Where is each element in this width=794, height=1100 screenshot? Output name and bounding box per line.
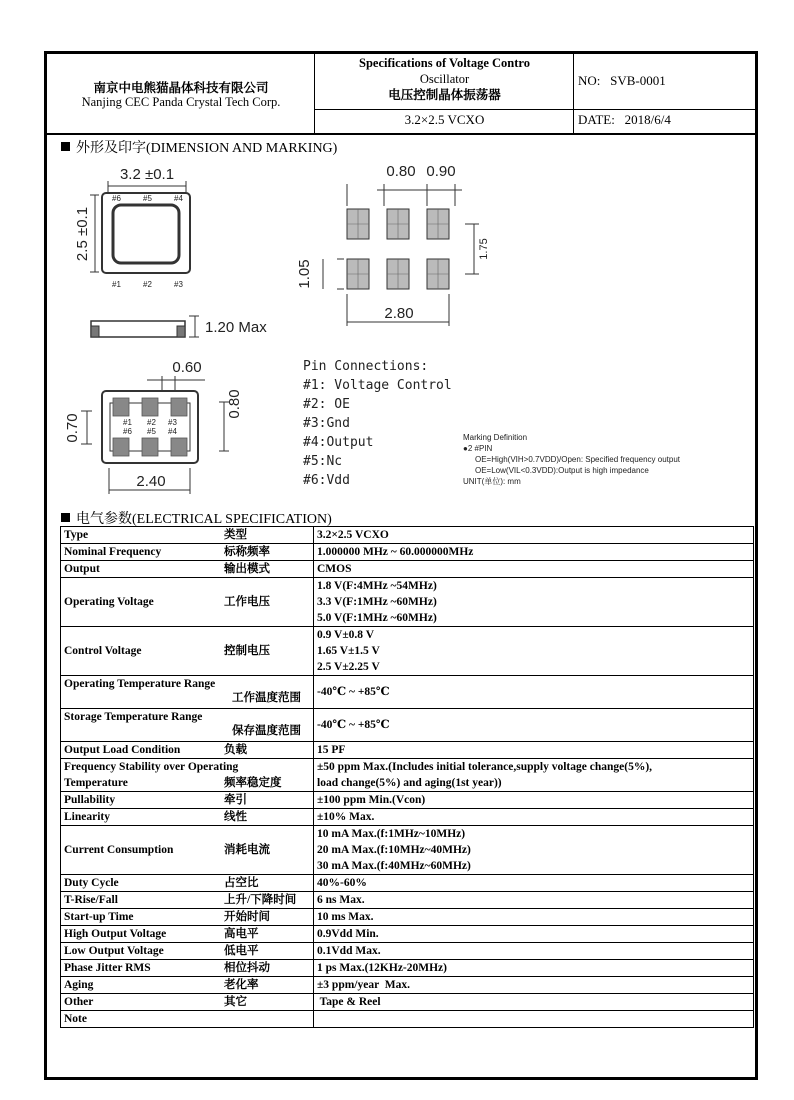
table-row bbox=[61, 875, 754, 892]
param-name-cell bbox=[61, 994, 314, 1011]
pin-line-2: #2: OE bbox=[303, 397, 350, 412]
param-name-cell bbox=[61, 943, 314, 960]
pin-line-6: #6:Vdd bbox=[303, 473, 350, 488]
table-row bbox=[61, 809, 754, 826]
pad1-label: #1 bbox=[123, 418, 132, 427]
model-name: 3.2×2.5 VCXO bbox=[404, 112, 485, 127]
param-value-cell bbox=[314, 875, 754, 892]
param-value: Tape & Reel bbox=[317, 996, 381, 1008]
table-row bbox=[61, 977, 754, 994]
param-name-en: Nominal Frequency bbox=[64, 546, 162, 558]
param-value: 20 mA Max.(f:10MHz~40MHz) bbox=[317, 844, 471, 856]
param-value-cell bbox=[314, 826, 754, 875]
dimension-title-text: 外形及印字(DIMENSION AND MARKING) bbox=[76, 141, 338, 156]
company-name-en: Nanjing CEC Panda Crystal Tech Corp. bbox=[81, 95, 281, 109]
param-value: 1.65 V±1.5 V bbox=[317, 645, 380, 657]
table-row bbox=[61, 943, 754, 960]
param-value: -40℃ ~ +85℃ bbox=[317, 719, 390, 731]
param-value-cell bbox=[314, 960, 754, 977]
param-name-cell bbox=[61, 561, 314, 578]
param-name-en: Frequency Stability over Operating bbox=[64, 761, 239, 773]
param-name-en: Operating Temperature Range bbox=[64, 678, 216, 690]
param-name-cell bbox=[61, 627, 314, 676]
param-name-cn: 上升/下降时间 bbox=[224, 894, 297, 906]
param-value: 3.3 V(F:1MHz ~60MHz) bbox=[317, 596, 437, 608]
param-value: ±50 ppm Max.(Includes initial tolerance,supply voltage change(5%), bbox=[317, 761, 653, 773]
param-name-en: Control Voltage bbox=[64, 645, 142, 657]
param-name-cn: 负载 bbox=[224, 744, 247, 756]
table-row bbox=[61, 1011, 754, 1028]
top-width-label: 3.2 ±0.1 bbox=[119, 166, 175, 183]
param-value-cell bbox=[314, 943, 754, 960]
param-value-cell bbox=[314, 977, 754, 994]
param-name-en: Pullability bbox=[64, 794, 116, 806]
param-name-cn: 输出模式 bbox=[224, 563, 270, 575]
param-name-cell bbox=[61, 742, 314, 759]
param-dual-label bbox=[64, 676, 310, 708]
marking-pin: ●2 #PIN bbox=[463, 444, 493, 453]
table-row bbox=[61, 709, 754, 742]
param-value-cell bbox=[314, 676, 754, 709]
param-name-en: Phase Jitter RMS bbox=[64, 962, 151, 974]
param-value: 1 ps Max.(12KHz-20MHz) bbox=[317, 962, 447, 974]
param-value: CMOS bbox=[317, 563, 352, 575]
param-value: 30 mA Max.(f:40MHz~60MHz) bbox=[317, 860, 471, 872]
param-name-cn: 标称频率 bbox=[224, 546, 270, 558]
param-name-cn: 保存温度范围 bbox=[232, 725, 301, 737]
param-value: 2.5 V±2.25 V bbox=[317, 661, 380, 673]
param-value: 5.0 V(F:1MHz ~60MHz) bbox=[317, 612, 437, 624]
pad2-label: #2 bbox=[147, 418, 156, 427]
param-name-en: Storage Temperature Range bbox=[64, 711, 203, 723]
param-name-cn: 工作电压 bbox=[224, 596, 270, 608]
param-value-cell bbox=[314, 759, 754, 792]
pin1-label: #1 bbox=[112, 280, 121, 289]
param-name-cn: 控制电压 bbox=[224, 645, 270, 657]
marking-title: Marking Definition bbox=[463, 433, 528, 442]
param-value-cell bbox=[314, 709, 754, 742]
param-value: load change(5%) and aging(1st year)) bbox=[317, 777, 502, 789]
table-row bbox=[61, 909, 754, 926]
spec-title-cn: 电压控制晶体振荡器 bbox=[388, 88, 501, 102]
param-name-cell bbox=[61, 809, 314, 826]
param-name-cell bbox=[61, 926, 314, 943]
param-name-cell bbox=[61, 544, 314, 561]
param-value-cell bbox=[314, 994, 754, 1011]
pad-pitch-label: 0.60 bbox=[172, 359, 202, 376]
param-value: 40%-60% bbox=[317, 877, 367, 889]
param-name-cn: 工作温度范围 bbox=[232, 692, 301, 704]
top-height-label: 2.5 ±0.1 bbox=[74, 206, 91, 262]
param-name-cell bbox=[61, 527, 314, 544]
param-value-cell bbox=[314, 809, 754, 826]
table-row bbox=[61, 627, 754, 676]
param-name-cell bbox=[61, 759, 314, 792]
table-row bbox=[61, 759, 754, 792]
param-name-cell bbox=[61, 792, 314, 809]
land-w2-label: 0.90 bbox=[426, 163, 456, 180]
param-name-cn: 频率稳定度 bbox=[224, 777, 282, 789]
table-row bbox=[61, 742, 754, 759]
param-value-cell bbox=[314, 544, 754, 561]
table-row bbox=[61, 676, 754, 709]
spec-sheet-frame bbox=[44, 51, 758, 1080]
param-name-en: Output Load Condition bbox=[64, 744, 181, 756]
electrical-section-title bbox=[61, 508, 332, 528]
param-name-cell bbox=[61, 826, 314, 875]
param-name-cell bbox=[61, 709, 314, 742]
pad3-label: #3 bbox=[168, 418, 177, 427]
param-value-cell bbox=[314, 909, 754, 926]
electrical-spec-table bbox=[60, 526, 754, 1028]
pin2-label: #2 bbox=[143, 280, 152, 289]
param-name-cn: 类型 bbox=[224, 529, 247, 541]
param-name-en: Operating Voltage bbox=[64, 596, 154, 608]
param-value-cell bbox=[314, 1011, 754, 1028]
land-side-label: 1.75 bbox=[478, 238, 490, 260]
pad4-label: #4 bbox=[168, 427, 177, 436]
param-name-en: Note bbox=[64, 1013, 87, 1025]
marking-unit: UNIT(单位): mm bbox=[463, 477, 521, 486]
param-value: ±10% Max. bbox=[317, 811, 375, 823]
param-name-cn: 低电平 bbox=[224, 945, 259, 957]
table-row bbox=[61, 578, 754, 627]
pad6-label: #6 bbox=[123, 427, 132, 436]
param-name-cn: 消耗电流 bbox=[224, 844, 270, 856]
param-value-cell bbox=[314, 742, 754, 759]
param-value-cell bbox=[314, 527, 754, 544]
param-name-en: T-Rise/Fall bbox=[64, 894, 118, 906]
param-value: 0.1Vdd Max. bbox=[317, 945, 381, 957]
pad5-label: #5 bbox=[147, 427, 156, 436]
param-value-cell bbox=[314, 561, 754, 578]
param-value: 1.8 V(F:4MHz ~54MHz) bbox=[317, 580, 437, 592]
pin-line-5: #5:Nc bbox=[303, 454, 343, 469]
marking-oe-low: OE=Low(VIL<0.3VDD):Output is high impedance bbox=[475, 466, 649, 475]
param-value: ±3 ppm/year Max. bbox=[317, 979, 410, 991]
side-height-label: 1.20 Max bbox=[205, 319, 267, 336]
land-total-label: 2.80 bbox=[384, 305, 414, 322]
param-name-en: Duty Cycle bbox=[64, 877, 119, 889]
pin-line-4: #4:Output bbox=[303, 435, 374, 450]
param-value-cell bbox=[314, 792, 754, 809]
land-w1-label: 0.80 bbox=[386, 163, 416, 180]
param-name-cell bbox=[61, 892, 314, 909]
param-dual-label bbox=[64, 709, 310, 741]
param-name-en: Linearity bbox=[64, 811, 110, 823]
table-row bbox=[61, 926, 754, 943]
param-name-en: Aging bbox=[64, 979, 94, 991]
param-name-en: High Output Voltage bbox=[64, 928, 167, 940]
pad-width-label: 2.40 bbox=[136, 473, 166, 490]
param-value: 6 ns Max. bbox=[317, 894, 365, 906]
table-row bbox=[61, 561, 754, 578]
param-name-cell bbox=[61, 977, 314, 994]
param-value-cell bbox=[314, 926, 754, 943]
doc-date-value: 2018/6/4 bbox=[624, 112, 671, 127]
table-row bbox=[61, 527, 754, 544]
pin3-label: #3 bbox=[174, 280, 183, 289]
param-name-cn: 线性 bbox=[224, 811, 247, 823]
pin6-label: #6 bbox=[112, 194, 121, 203]
param-name-cn: 高电平 bbox=[224, 928, 259, 940]
param-name-en: Low Output Voltage bbox=[64, 945, 164, 957]
doc-number-value: SVB-0001 bbox=[610, 73, 666, 88]
bottom-view bbox=[64, 359, 243, 494]
pin-line-1: #1: Voltage Control bbox=[303, 378, 452, 393]
param-value: 3.2×2.5 VCXO bbox=[317, 529, 389, 541]
param-value: 15 PF bbox=[317, 744, 346, 756]
electrical-title-text: 电气参数(ELECTRICAL SPECIFICATION) bbox=[76, 512, 332, 527]
doc-date-label: DATE: bbox=[578, 112, 615, 127]
param-value: 0.9Vdd Min. bbox=[317, 928, 379, 940]
table-row bbox=[61, 960, 754, 977]
param-name-en: Type bbox=[64, 529, 89, 541]
pin-line-3: #3:Gnd bbox=[303, 416, 350, 431]
table-row bbox=[61, 544, 754, 561]
param-name-cell bbox=[61, 578, 314, 627]
pin-connections bbox=[303, 357, 452, 490]
land-pattern bbox=[296, 163, 490, 326]
param-value-cell bbox=[314, 627, 754, 676]
pin4-label: #4 bbox=[174, 194, 183, 203]
table-row bbox=[61, 826, 754, 875]
pad-height-right-label: 0.80 bbox=[226, 389, 243, 419]
param-value: 10 ms Max. bbox=[317, 911, 374, 923]
param-name-cn: 其它 bbox=[224, 996, 247, 1008]
table-row bbox=[61, 892, 754, 909]
company-name-cn: 南京中电熊猫晶体科技有限公司 bbox=[93, 81, 269, 95]
param-value: -40℃ ~ +85℃ bbox=[317, 686, 390, 698]
top-view bbox=[74, 166, 267, 337]
section-bullet-icon bbox=[61, 513, 70, 522]
param-name-cell bbox=[61, 960, 314, 977]
param-name-cn: 老化率 bbox=[224, 979, 259, 991]
param-name-cell bbox=[61, 676, 314, 709]
param-name-cell bbox=[61, 909, 314, 926]
param-name-cell bbox=[61, 875, 314, 892]
marking-oe-high: OE=High(VIH>0.7VDD)/Open: Specified frequency output bbox=[475, 455, 680, 464]
doc-number-label: NO: bbox=[578, 73, 601, 88]
param-value: 0.9 V±0.8 V bbox=[317, 629, 375, 641]
param-name-cn: 牵引 bbox=[224, 794, 247, 806]
param-name-cn: 相位抖动 bbox=[224, 962, 270, 974]
param-name-en: Output bbox=[64, 563, 100, 575]
param-name-en: Other bbox=[64, 996, 94, 1008]
pin-connections-title: Pin Connections: bbox=[303, 359, 429, 374]
spec-title-en-2: Oscillator bbox=[419, 72, 470, 86]
pad-height-left-label: 0.70 bbox=[64, 413, 81, 443]
param-value: ±100 ppm Min.(Vcon) bbox=[317, 794, 426, 806]
param-value: 10 mA Max.(f:1MHz~10MHz) bbox=[317, 828, 466, 840]
param-name-cell bbox=[61, 1011, 314, 1028]
param-name-cn: 开始时间 bbox=[224, 911, 270, 923]
param-value-cell bbox=[314, 578, 754, 627]
table-row bbox=[61, 994, 754, 1011]
param-name-en: Start-up Time bbox=[64, 911, 134, 923]
pin5-label: #5 bbox=[143, 194, 152, 203]
land-h-label: 1.05 bbox=[296, 259, 313, 289]
param-value: 1.000000 MHz ~ 60.000000MHz bbox=[317, 546, 474, 558]
param-value-cell bbox=[314, 892, 754, 909]
param-name-en: Current Consumption bbox=[64, 844, 174, 856]
param-name-cn: 占空比 bbox=[224, 877, 259, 889]
param-name-en-2: Temperature bbox=[64, 777, 128, 789]
table-row bbox=[61, 792, 754, 809]
spec-title-en-1: Specifications of Voltage Contro bbox=[359, 56, 530, 70]
marking-definition bbox=[463, 432, 680, 487]
